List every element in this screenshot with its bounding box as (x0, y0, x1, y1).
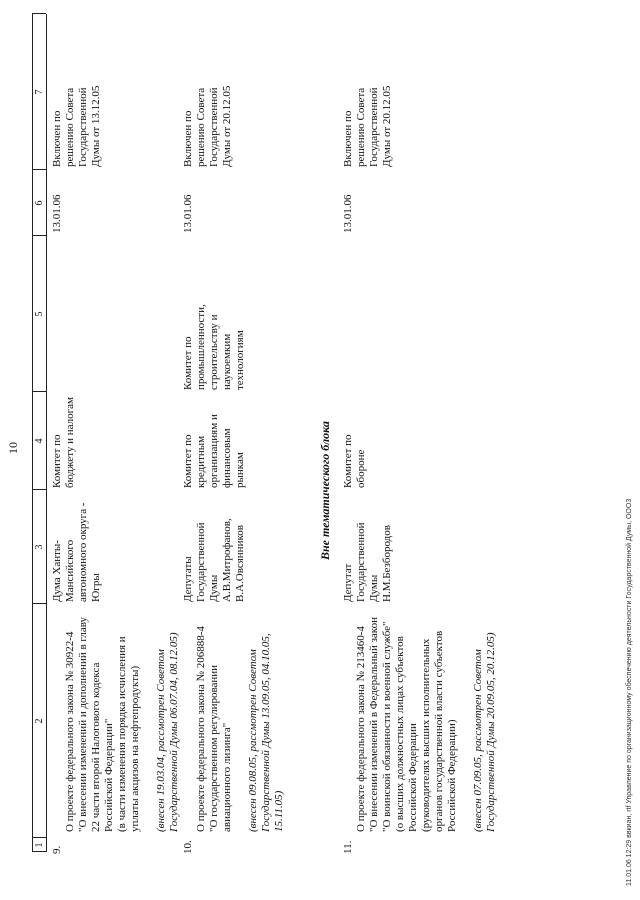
row-9-date: 13.01.06 (51, 194, 63, 233)
row-9-committee: Комитет по бюджету и налогам (51, 397, 76, 488)
row-10-number: 10. (182, 840, 194, 854)
row-11-date: 13.01.06 (342, 194, 354, 233)
row-10-committee: Комитет по кредитным организациям и финансовым рынкам (182, 414, 246, 488)
row-11-title-text: О проекте федерального закона № 213460-4 "О внесении изменений в Федеральный закон "О воинской обязанности и военной службе" (о высших должностных лицах субъектов Российской Федерации (руководителях высших исполнительных органов государственной власти субъектов Российской Федерации) (355, 617, 458, 832)
row-9-status: Включен по решению Совета Государственной Думы от 13.12.05 (51, 85, 102, 167)
row-10-initiator: Депутаты Государственной Думы А.В.Митрофанов, В.А.Овсянников (182, 518, 246, 602)
row-11-initiator: Депутат Государственной Думы Н.М.Безбородов (342, 522, 393, 602)
row-9-bill-title (51, 604, 194, 832)
column-header-3: 3 (34, 544, 45, 550)
row-10-status: Включен по решению Совета Государственной Думы от 20.12.05 (182, 85, 233, 167)
column-header-4: 4 (34, 438, 45, 444)
table-top-border (32, 14, 33, 852)
row-11-note: (внесен 07.09.05, рассмотрен Советом Государственной Думы 20.09.05, 20.12.05) (472, 632, 497, 832)
document-footer: 11.01.06 12:29 ввкиан, rtf Управление по организационному обеспечению деятельности Государственной Думы, ООО3 (626, 498, 633, 886)
column-header-5: 5 (34, 311, 45, 317)
row-11-committee: Комитет по обороне (342, 434, 367, 488)
row-9-number: 9. (51, 845, 63, 854)
row-10-bill-title (182, 604, 299, 832)
page-number: 10 (6, 442, 20, 454)
column-header-7: 7 (34, 89, 45, 95)
row-10-note: (внесен 09.08.05, рассмотрен Советом Государственной Думы 13.09.05, 04.10.05, 15.11.05) (247, 633, 285, 832)
section-heading: Вне тематического блока (318, 421, 332, 560)
column-header-6: 6 (34, 200, 45, 206)
row-11-status: Включен по решению Совета Государственной Думы от 20.12.05 (342, 85, 393, 167)
row-10-title-text: О проекте федерального закона № 206888-4 "О государственном регулировании авиационного лизинга" (195, 626, 233, 832)
column-header-2: 2 (34, 718, 45, 724)
row-9-note: (внесен 19.03.04, рассмотрен Советом Государственной Думы 06.07.04, 08.12.05) (155, 632, 180, 832)
row-11-bill-title (342, 604, 511, 832)
header-row-border (46, 14, 47, 852)
row-9-title-text: О проекте федерального закона № 30922-4 "О внесении изменений и дополнений в главу 22 части второй Налогового кодекса Российской Федерации" (в части изменения порядка исчисления и уплаты акцизов на нефтепродукты) (64, 616, 141, 832)
row-10-date: 13.01.06 (182, 194, 194, 233)
row-9-initiator: Дума Ханты- Мансийского автономного округа - Югры (51, 502, 102, 602)
row-11-number: 11. (342, 840, 354, 854)
row-10-co-committee: Комитет по промышленности, строительству и наукоемким технологиям (182, 304, 246, 390)
column-header-1: 1 (34, 842, 45, 848)
